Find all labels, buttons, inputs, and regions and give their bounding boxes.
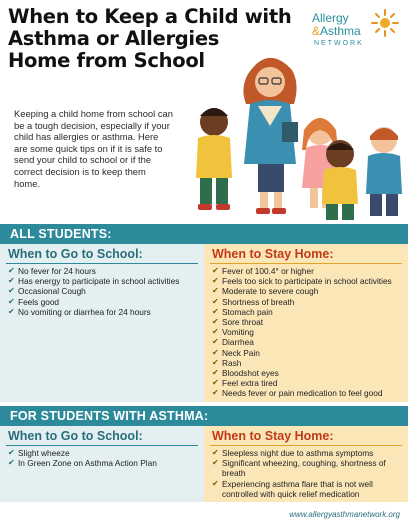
title-line-3: Home from School bbox=[8, 49, 205, 72]
check-icon: ✔ bbox=[212, 347, 219, 357]
list-item: ✔ Vomiting bbox=[212, 327, 254, 338]
all-stay-list bbox=[204, 266, 408, 399]
teacher-and-children-illustration bbox=[170, 34, 408, 224]
check-icon: ✔ bbox=[8, 266, 15, 275]
all-go-heading: When to Go to School: bbox=[8, 247, 143, 261]
logo-line-3: NETWORK bbox=[314, 40, 364, 47]
check-icon: ✔ bbox=[212, 388, 219, 398]
list-item: ✔ Significant wheezing, coughing, shortness of breath bbox=[212, 458, 386, 479]
list-item: ✔ Shortness of breath bbox=[212, 296, 295, 307]
check-icon: ✔ bbox=[8, 296, 15, 306]
check-icon: ✔ bbox=[212, 478, 219, 488]
list-item: ✔ Fever of 100.4° or higher bbox=[212, 266, 314, 276]
check-icon: ✔ bbox=[212, 276, 219, 286]
check-icon: ✔ bbox=[8, 448, 15, 457]
list-item: ✔ No fever for 24 hours bbox=[8, 266, 96, 276]
check-icon: ✔ bbox=[212, 327, 219, 337]
asthma-stay-list bbox=[204, 448, 408, 499]
check-icon: ✔ bbox=[8, 458, 15, 468]
asthma-students-band: FOR STUDENTS WITH ASTHMA: bbox=[0, 406, 408, 426]
asthma-go-divider bbox=[6, 445, 198, 446]
list-item: ✔ Has energy to participate in school activities bbox=[8, 276, 180, 287]
check-icon: ✔ bbox=[212, 317, 219, 327]
list-item: ✔ Feels good bbox=[8, 296, 60, 307]
check-icon: ✔ bbox=[212, 448, 219, 457]
list-item: ✔ Moderate to severe cough bbox=[212, 286, 319, 297]
boy-right-figure bbox=[366, 127, 402, 216]
list-item: ✔ Feel extra tired bbox=[212, 378, 278, 389]
check-icon: ✔ bbox=[212, 357, 219, 367]
check-icon: ✔ bbox=[212, 306, 219, 316]
check-icon: ✔ bbox=[8, 286, 15, 296]
check-icon: ✔ bbox=[212, 458, 219, 468]
list-item: ✔ Needs fever or pain medication to feel good bbox=[212, 388, 383, 399]
intro-paragraph: Keeping a child home from school can be a tough decision, especially if your child has allergies or asthma. Here are some quick tips on if it is safe to send your child to school or if the correct decision is to keep them home. bbox=[14, 108, 173, 189]
check-icon: ✔ bbox=[212, 266, 219, 275]
logo-line-2-word: Asthma bbox=[320, 24, 361, 38]
list-item: ✔ Slight wheeze bbox=[8, 448, 70, 458]
list-item: ✔ Stomach pain bbox=[212, 306, 273, 317]
all-stay-column bbox=[204, 244, 408, 402]
all-go-column bbox=[0, 244, 204, 402]
list-item: ✔ Diarrhea bbox=[212, 337, 254, 348]
list-item: ✔ Sore throat bbox=[212, 317, 264, 328]
logo-ampersand: & bbox=[312, 24, 321, 38]
list-item: ✔ Experiencing asthma flare that is not well controlled with quick relief medication bbox=[212, 478, 373, 499]
title-line-2: Asthma or Allergies bbox=[8, 27, 220, 50]
teacher-figure bbox=[243, 58, 298, 214]
all-stay-divider bbox=[210, 263, 402, 264]
asthma-go-heading: When to Go to School: bbox=[8, 429, 143, 443]
check-icon: ✔ bbox=[212, 368, 219, 378]
check-icon: ✔ bbox=[212, 337, 219, 347]
list-item: ✔ Occasional Cough bbox=[8, 286, 86, 297]
check-icon: ✔ bbox=[212, 286, 219, 296]
check-icon: ✔ bbox=[212, 296, 219, 306]
list-item: ✔ In Green Zone on Asthma Action Plan bbox=[8, 458, 157, 469]
all-students-band: ALL STUDENTS: bbox=[0, 224, 408, 244]
list-item: ✔ Sleepless night due to asthma symptoms bbox=[212, 448, 374, 458]
check-icon: ✔ bbox=[212, 378, 219, 388]
website-link[interactable]: www.allergyasthmanetwork.org bbox=[289, 510, 400, 519]
all-stay-heading: When to Stay Home: bbox=[212, 247, 334, 261]
title-line-1: When to Keep a Child with bbox=[8, 5, 292, 28]
all-go-list bbox=[0, 266, 204, 317]
asthma-stay-column bbox=[204, 426, 408, 502]
asthma-go-column bbox=[0, 426, 204, 502]
list-item: ✔ Rash bbox=[212, 357, 242, 368]
list-item: ✔ Bloodshot eyes bbox=[212, 368, 279, 379]
check-icon: ✔ bbox=[8, 306, 15, 316]
asthma-stay-divider bbox=[210, 445, 402, 446]
asthma-stay-heading: When to Stay Home: bbox=[212, 429, 334, 443]
list-item: ✔ Neck Pain bbox=[212, 347, 260, 358]
check-icon: ✔ bbox=[8, 276, 15, 286]
boy-left-figure bbox=[196, 108, 232, 210]
logo-line-1: Allergy bbox=[312, 11, 349, 25]
list-item: ✔ Feels too sick to participate in school activities bbox=[212, 276, 392, 287]
boy-middle-figure bbox=[322, 140, 358, 220]
asthma-go-list bbox=[0, 448, 204, 468]
all-go-divider bbox=[6, 263, 198, 264]
list-item: ✔ No vomiting or diarrhea for 24 hours bbox=[8, 306, 151, 317]
